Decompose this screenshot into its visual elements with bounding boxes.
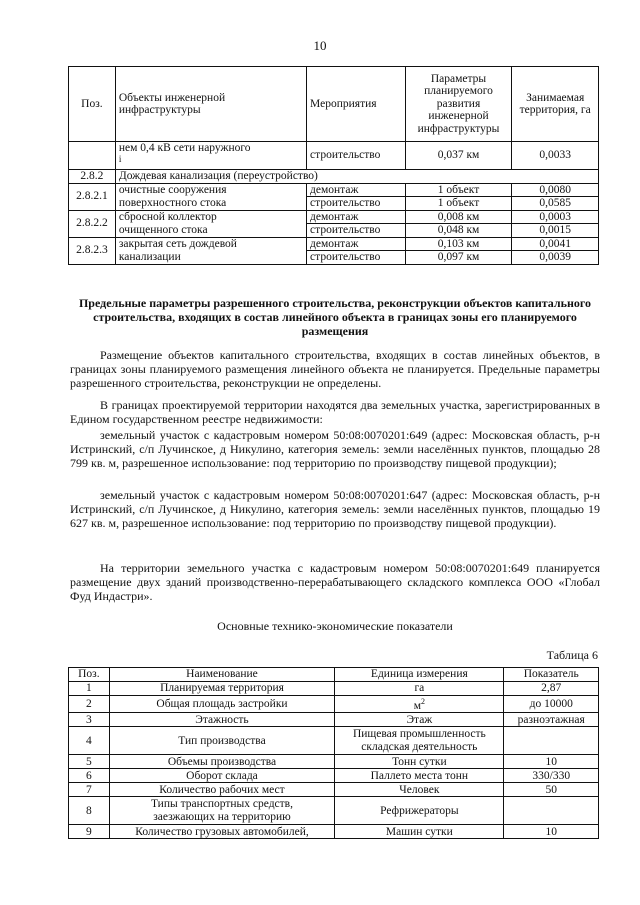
- table-row: [69, 183, 599, 197]
- table-label: Таблица 6: [546, 648, 598, 662]
- cell-action: демонтаж: [307, 237, 406, 251]
- section-heading: Предельные параметры разрешенного строительства, реконструкции объектов капитального строительства, входящих в состав линейного объекта в границах зоны его планируемого размещения: [78, 296, 592, 338]
- section-pos: 2.8.2: [69, 170, 116, 184]
- cell-pos: 2.8.2.2: [69, 210, 116, 237]
- header-objects: Объекты инженерной инфраструктуры: [115, 67, 306, 142]
- indicators-caption: Основные технико-экономические показатели: [217, 619, 453, 633]
- page-number: 10: [313, 38, 327, 53]
- header-value: Показатель: [504, 668, 599, 682]
- cell-object: сбросной коллектор очищенного стока: [115, 210, 306, 237]
- paragraph: На территории земельного участка с кадастровым номером 50:08:0070201:649 планируется размещение двух зданий производственно-перерабатывающего складского комплекса ООО «Глобал Фуд Индастри».: [70, 561, 600, 603]
- cell-territory: 0,0585: [512, 197, 599, 211]
- table-header-row: [69, 668, 599, 682]
- cell-param: 1 объект: [405, 183, 512, 197]
- cell-territory: 0,0041: [512, 237, 599, 251]
- header-params: Параметры планируемого развития инженерной инфраструктуры: [405, 67, 512, 142]
- cell-param: 1 объект: [405, 197, 512, 211]
- header-unit: Единица измерения: [335, 668, 504, 682]
- cell-action: строительство: [307, 142, 406, 170]
- cell-action: строительство: [307, 197, 406, 211]
- cell-param: 0,048 км: [405, 224, 512, 238]
- cell-object: нем 0,4 кВ сети наружного і: [115, 142, 306, 170]
- paragraph: Размещение объектов капитального строительства, входящих в состав линейных объектов, в границах зоны планируемого размещения линейного объекта не планируется. Предельные параметры разрешенного строительства, реконструкции не определены.: [70, 348, 600, 390]
- cell-territory: 0,0080: [512, 183, 599, 197]
- cell-action: строительство: [307, 224, 406, 238]
- table-row: [69, 237, 599, 251]
- cell-territory: 0,0033: [512, 142, 599, 170]
- cell-territory: 0,0015: [512, 224, 599, 238]
- table-row: 7 Количество рабочих мест Человек 50: [69, 783, 599, 797]
- paragraph: В границах проектируемой территории находятся два земельных участка, зарегистрированных в Едином государственном реестре недвижимости:: [70, 398, 600, 426]
- table-row: 3 Этажность Этаж разноэтажная: [69, 713, 599, 727]
- table-header-row: [69, 67, 599, 142]
- table-row: 2 Общая площадь застройки $м^2$ до 10000: [69, 696, 599, 713]
- table-row: 9 Количество грузовых автомобилей, Машин сутки 10: [69, 825, 599, 839]
- table-row: [69, 142, 599, 170]
- table-section-row: [69, 170, 599, 184]
- cell-param: 0,097 км: [405, 251, 512, 265]
- header-pos: Поз.: [69, 668, 110, 682]
- table-row: 1 Планируемая территория га 2,87: [69, 682, 599, 696]
- cell-territory: 0,0003: [512, 210, 599, 224]
- engineering-infrastructure-table: [68, 66, 599, 265]
- table-row: 4 Тип производства Пищевая промышленность складская деятельность: [69, 727, 599, 755]
- section-title: Дождевая канализация (переустройство): [115, 170, 598, 184]
- cell-territory: 0,0039: [512, 251, 599, 265]
- paragraph: земельный участок с кадастровым номером 50:08:0070201:649 (адрес: Московская область, р-н Истринский, с/п Лучинское, д Никулино, категория земель: земли населённых пунктов, площадью 28 799 кв. м, разрешенное использование: под территорию по производству пищевой продукции);: [70, 428, 600, 470]
- table-row: 6 Оборот склада Паллето места тонн 330/330: [69, 769, 599, 783]
- cell-object: закрытая сеть дождевой канализации: [115, 237, 306, 264]
- paragraph: земельный участок с кадастровым номером 50:08:0070201:647 (адрес: Московская область, р-н Истринский, с/п Лучинское, д Никулино, категория земель: земли населённых пунктов, площадью 19 627 кв. м, разрешенное использование: под территорию по производству пищевой продукции).: [70, 488, 600, 530]
- cell-param: 0,103 км: [405, 237, 512, 251]
- cell-param: 0,037 км: [405, 142, 512, 170]
- cell-action: демонтаж: [307, 183, 406, 197]
- header-territory: Занимаемая территория, га: [512, 67, 599, 142]
- header-pos: Поз.: [69, 67, 116, 142]
- table-row: 8 Типы транспортных средств, заезжающих на территорию Рефрижераторы: [69, 797, 599, 825]
- cell-action: строительство: [307, 251, 406, 265]
- table-row: 5 Объемы производства Тонн сутки 10: [69, 755, 599, 769]
- table-row: [69, 210, 599, 224]
- indicators-table: [68, 667, 599, 839]
- cell-pos: 2.8.2.3: [69, 237, 116, 264]
- cell-pos: 2.8.2.1: [69, 183, 116, 210]
- cell-param: 0,008 км: [405, 210, 512, 224]
- cell-action: демонтаж: [307, 210, 406, 224]
- cell-object: очистные сооружения поверхностного стока: [115, 183, 306, 210]
- header-name: Наименование: [109, 668, 335, 682]
- header-actions: Мероприятия: [307, 67, 406, 142]
